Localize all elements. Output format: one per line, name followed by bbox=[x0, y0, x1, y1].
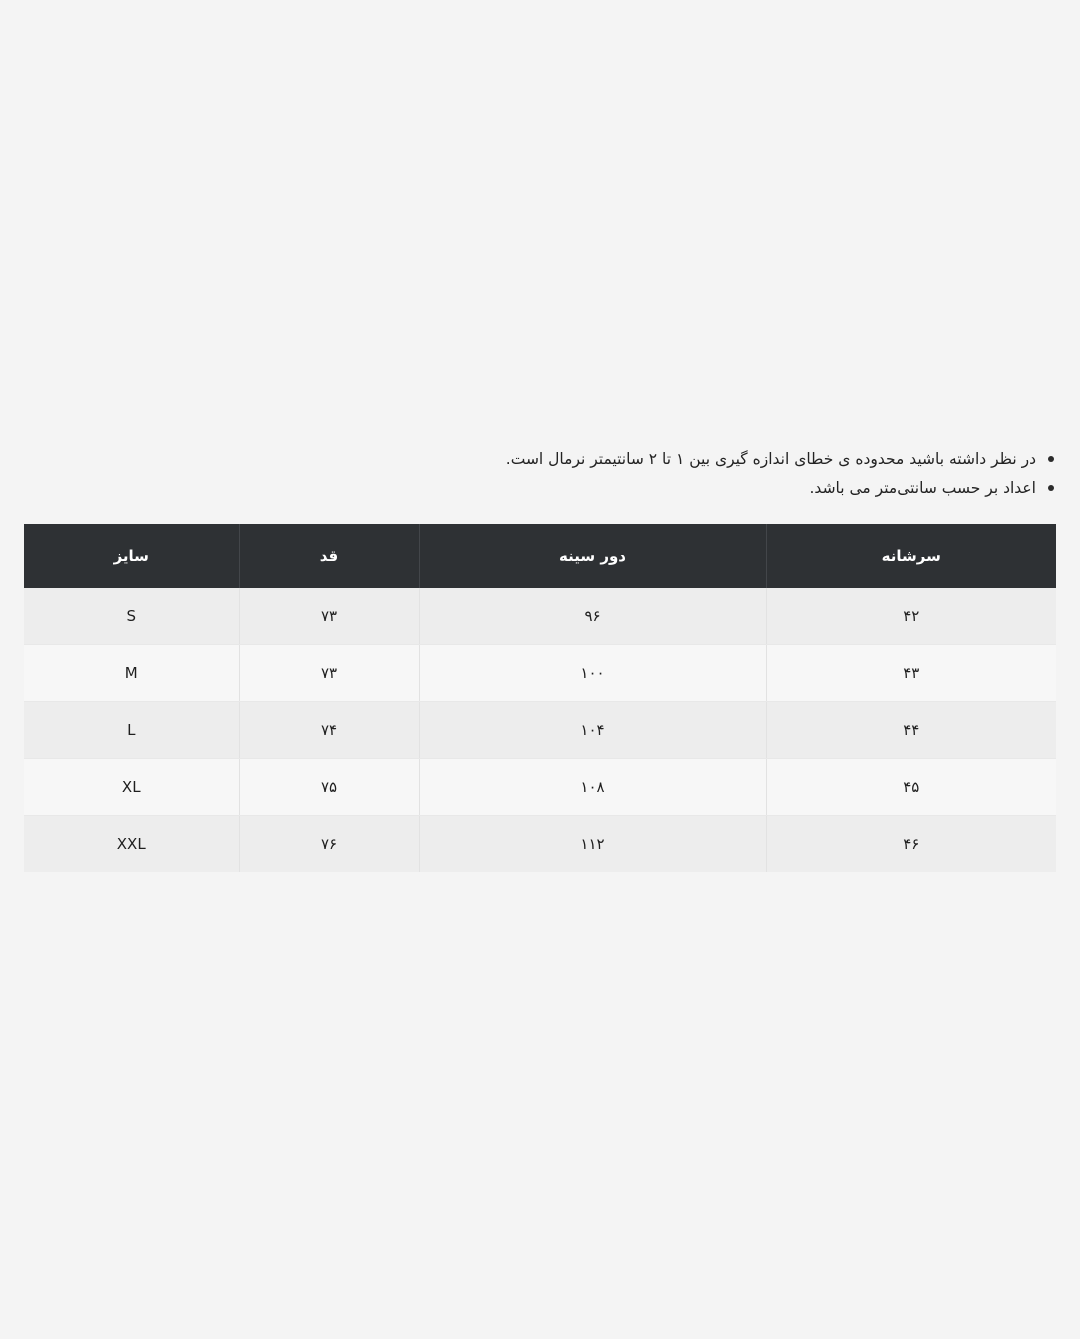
column-header-shoulder: سرشانه bbox=[766, 524, 1056, 588]
cell-chest: ۱۰۰ bbox=[419, 645, 766, 702]
table-row bbox=[24, 759, 1056, 816]
table-row bbox=[24, 588, 1056, 645]
cell-length: ۷۶ bbox=[239, 816, 419, 873]
cell-length: ۷۴ bbox=[239, 702, 419, 759]
cell-length: ۷۵ bbox=[239, 759, 419, 816]
size-chart-table bbox=[24, 524, 1056, 872]
cell-size: S bbox=[24, 588, 239, 645]
cell-length: ۷۳ bbox=[239, 645, 419, 702]
cell-size: L bbox=[24, 702, 239, 759]
cell-size: M bbox=[24, 645, 239, 702]
note-item: در نظر داشته باشید محدوده ی خطای اندازه گیری بین ۱ تا ۲ سانتیمتر نرمال است. bbox=[24, 445, 1056, 474]
table-header-row bbox=[24, 524, 1056, 588]
column-header-length: قد bbox=[239, 524, 419, 588]
cell-shoulder: ۴۲ bbox=[766, 588, 1056, 645]
cell-length: ۷۳ bbox=[239, 588, 419, 645]
cell-shoulder: ۴۶ bbox=[766, 816, 1056, 873]
cell-shoulder: ۴۵ bbox=[766, 759, 1056, 816]
cell-chest: ۹۶ bbox=[419, 588, 766, 645]
cell-chest: ۱۰۸ bbox=[419, 759, 766, 816]
size-guide-content bbox=[24, 445, 1056, 872]
column-header-chest: دور سینه bbox=[419, 524, 766, 588]
table-row bbox=[24, 645, 1056, 702]
cell-chest: ۱۱۲ bbox=[419, 816, 766, 873]
cell-size: XL bbox=[24, 759, 239, 816]
table-row bbox=[24, 816, 1056, 873]
cell-size: XXL bbox=[24, 816, 239, 873]
cell-chest: ۱۰۴ bbox=[419, 702, 766, 759]
column-header-size: سایز bbox=[24, 524, 239, 588]
table-body bbox=[24, 588, 1056, 872]
note-item: اعداد بر حسب سانتی‌متر می باشد. bbox=[24, 474, 1056, 503]
cell-shoulder: ۴۳ bbox=[766, 645, 1056, 702]
cell-shoulder: ۴۴ bbox=[766, 702, 1056, 759]
measurement-notes bbox=[24, 445, 1056, 502]
table-row bbox=[24, 702, 1056, 759]
table-header bbox=[24, 524, 1056, 588]
